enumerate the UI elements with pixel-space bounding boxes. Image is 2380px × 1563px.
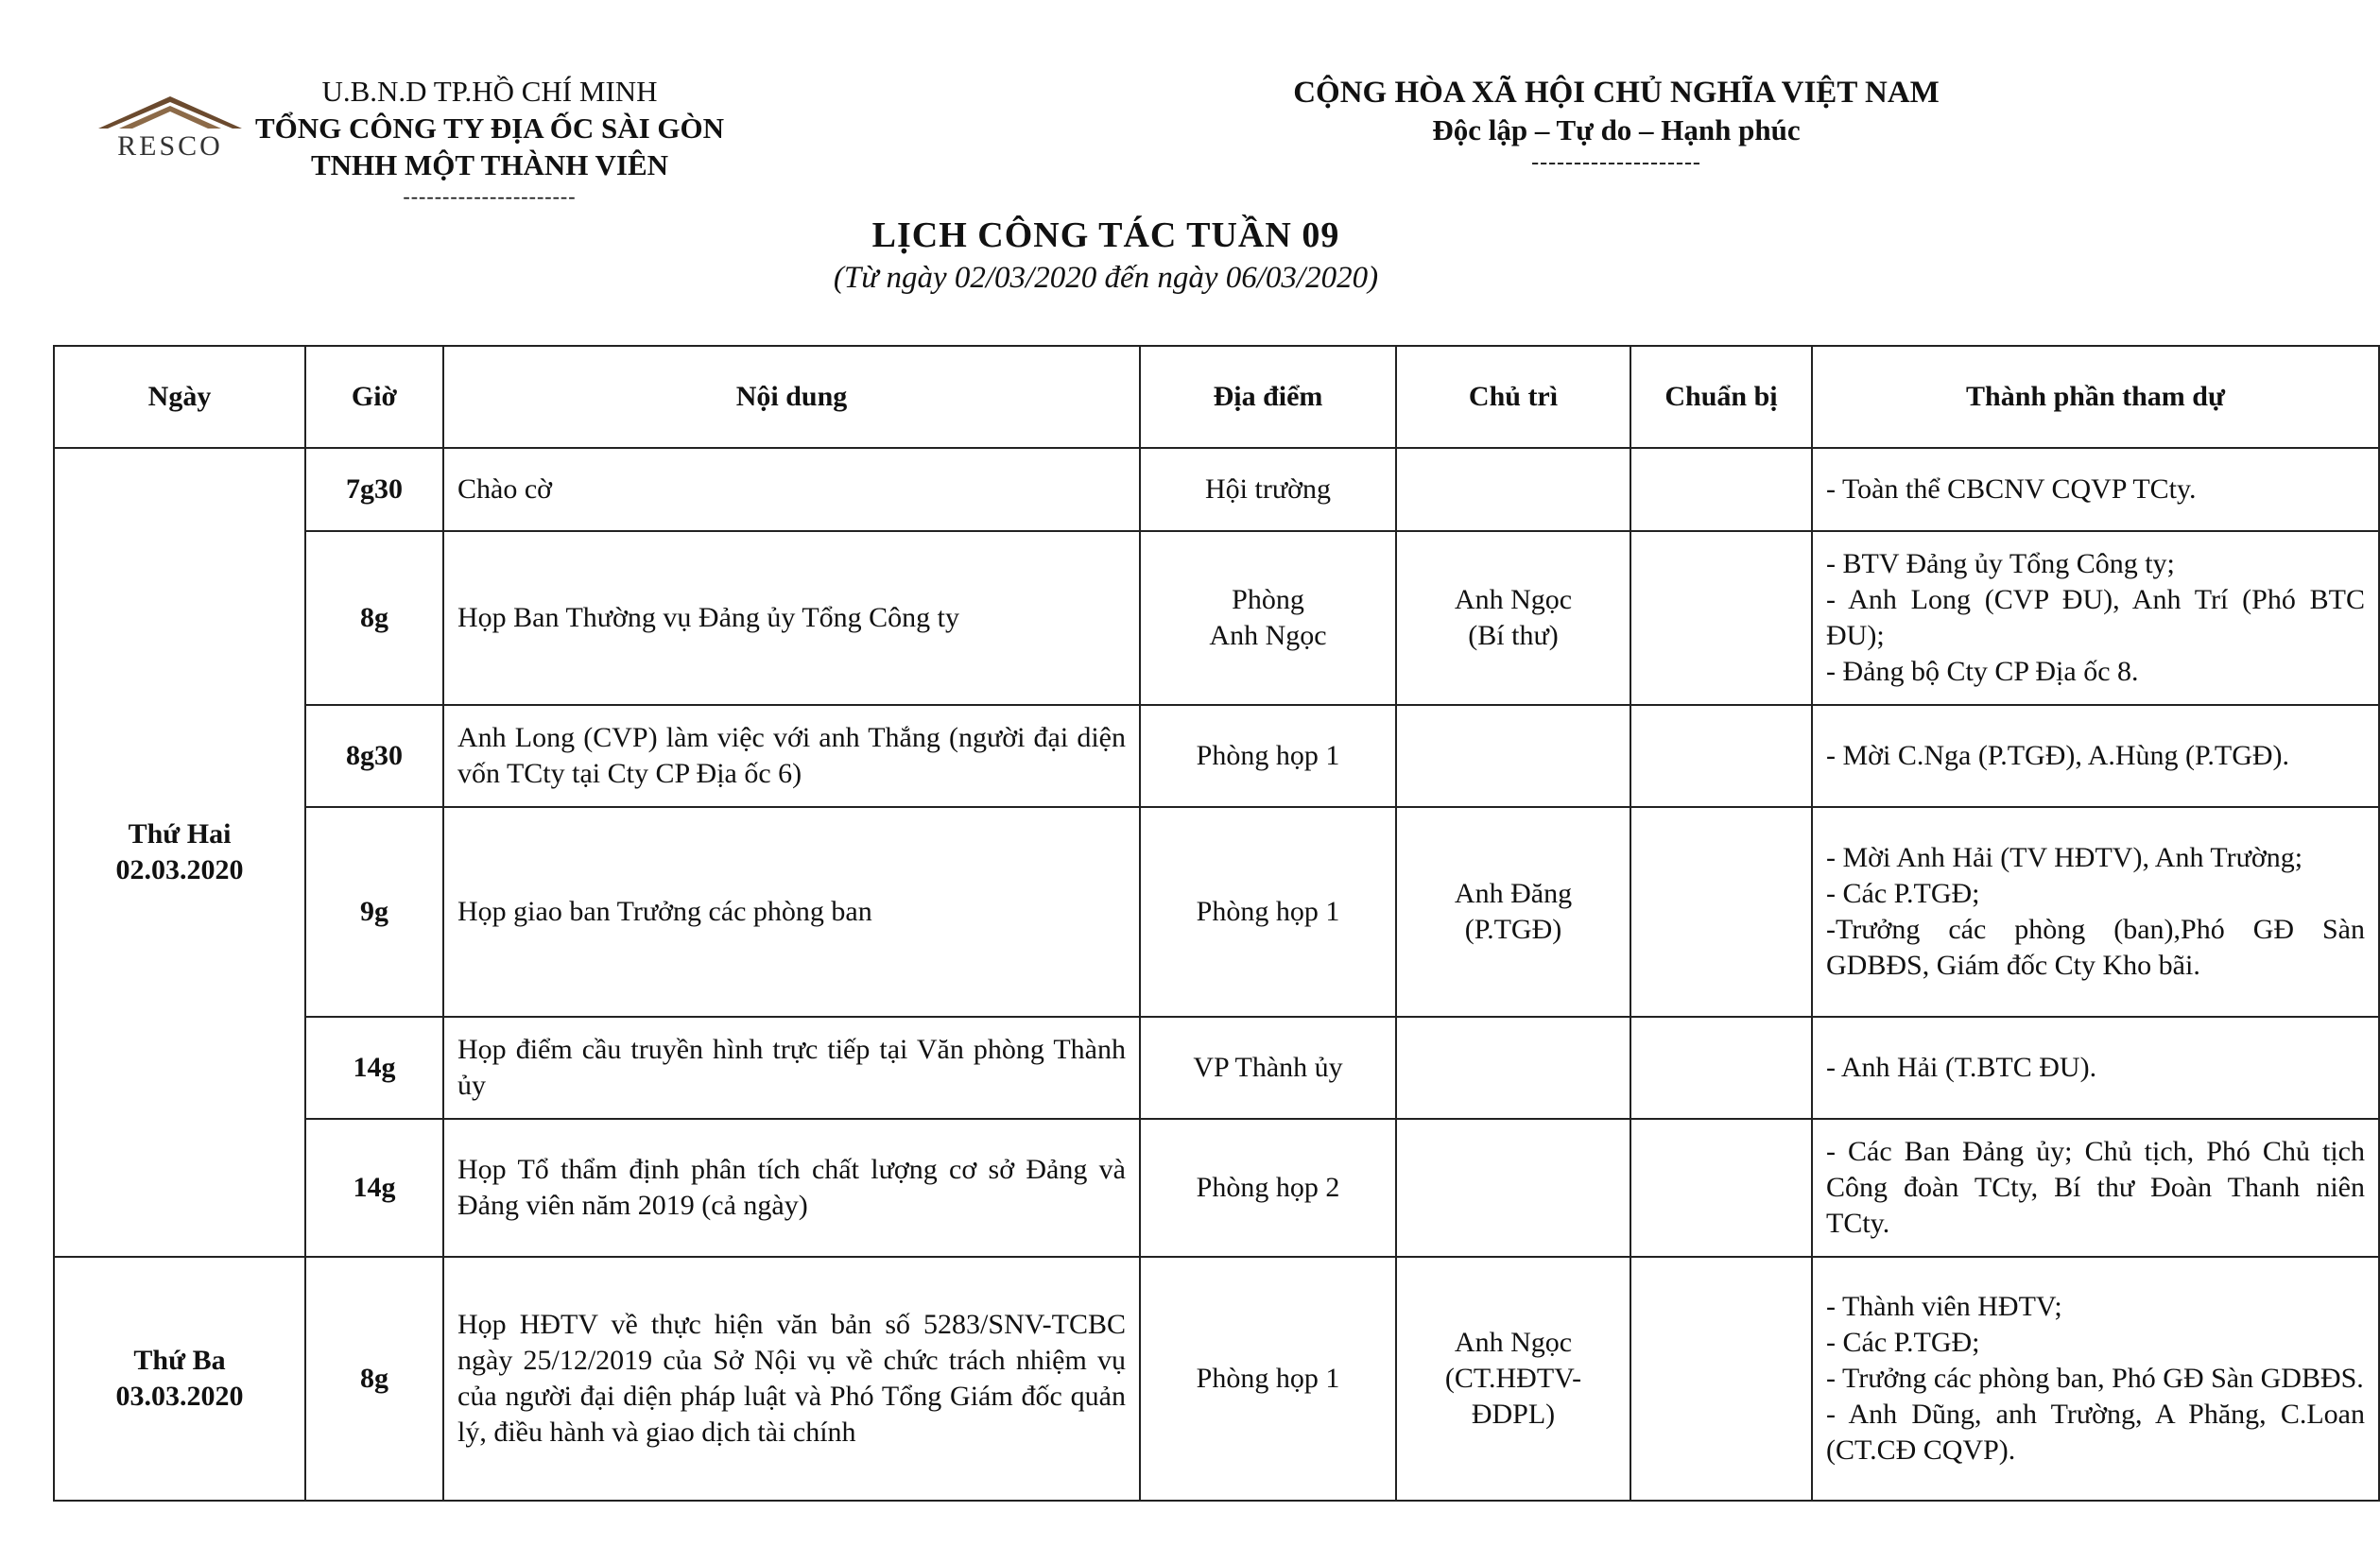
cell-line: (P.TGĐ): [1464, 914, 1562, 945]
header-day: Ngày: [54, 346, 305, 448]
chair-cell: [1396, 448, 1630, 531]
participants-cell: [1812, 807, 2379, 1017]
title-block: [567, 213, 1645, 298]
document-subtitle: (Từ ngày 02/03/2020 đến ngày 06/03/2020): [833, 261, 1379, 295]
cell-line: Phòng họp 1: [1196, 1363, 1340, 1394]
table-row: [54, 807, 2379, 1017]
time-cell: 8g: [305, 531, 443, 705]
cell-line: - Thành viên HĐTV;: [1826, 1291, 2062, 1322]
day-date: 02.03.2020: [115, 854, 244, 885]
header-prep: Chuẩn bị: [1630, 346, 1812, 448]
header-left: [83, 74, 802, 215]
cell-line: Anh Đăng: [1454, 878, 1573, 909]
header-right: [1267, 74, 1966, 177]
prep-cell: [1630, 1257, 1812, 1501]
cell-line: Phòng họp 1: [1196, 740, 1340, 771]
header-right-divider: --------------------: [1531, 150, 1701, 175]
cell-line: Anh Ngọc: [1454, 1327, 1573, 1358]
chair-cell: [1396, 531, 1630, 705]
time-cell: 14g: [305, 1017, 443, 1119]
chair-cell: [1396, 807, 1630, 1017]
day-cell: [54, 1257, 305, 1501]
cell-line: - Các Ban Đảng ủy; Chủ tịch, Phó Chủ tịch Công đoàn TCty, Bí thư Đoàn Thanh niên TCty.: [1826, 1136, 2365, 1239]
table-row: [54, 1017, 2379, 1119]
cell-line: VP Thành ủy: [1193, 1052, 1343, 1083]
nation-name: CỘNG HÒA XÃ HỘI CHỦ NGHĨA VIỆT NAM: [1293, 76, 1940, 110]
participants-cell: [1812, 1257, 2379, 1501]
prep-cell: [1630, 705, 1812, 807]
content-cell: Họp HĐTV về thực hiện văn bản số 5283/SNV-TCBC ngày 25/12/2019 của Sở Nội vụ về chức trách nhiệm vụ của người đại diện pháp luật và Phó Tổng Giám đốc quản lý, điều hành và giao dịch tài chính: [443, 1257, 1140, 1501]
day-name: Thứ Ba: [133, 1345, 226, 1376]
authority-name: U.B.N.D TP.HỒ CHÍ MINH: [321, 75, 658, 108]
header-participants: Thành phần tham dự: [1812, 346, 2379, 448]
time-cell: 8g: [305, 1257, 443, 1501]
schedule-body: [54, 448, 2379, 1501]
cell-line: Hội trường: [1205, 473, 1331, 505]
time-cell: 7g30: [305, 448, 443, 531]
cell-line: - Các P.TGĐ;: [1826, 1327, 1980, 1358]
place-cell: [1140, 705, 1396, 807]
content-cell: Họp điểm cầu truyền hình trực tiếp tại Văn phòng Thành ủy: [443, 1017, 1140, 1119]
company-type: TNHH MỘT THÀNH VIÊN: [310, 148, 669, 181]
table-header-row: [54, 346, 2379, 448]
schedule-table: [53, 345, 2380, 1502]
header-chair: Chủ trì: [1396, 346, 1630, 448]
resco-logo: [91, 91, 250, 162]
cell-line: Anh Ngọc: [1209, 620, 1327, 651]
place-cell: [1140, 807, 1396, 1017]
prep-cell: [1630, 1017, 1812, 1119]
day-date: 03.03.2020: [115, 1381, 244, 1412]
prep-cell: [1630, 807, 1812, 1017]
header-left-divider: ----------------------: [403, 184, 577, 208]
content-cell: Chào cờ: [443, 448, 1140, 531]
cell-line: Phòng họp 1: [1196, 896, 1340, 927]
participants-cell: [1812, 448, 2379, 531]
table-row: [54, 531, 2379, 705]
time-cell: 14g: [305, 1119, 443, 1257]
content-cell: Anh Long (CVP) làm việc với anh Thắng (người đại diện vốn TCty tại Cty CP Địa ốc 6): [443, 705, 1140, 807]
content-cell: Họp Tổ thẩm định phân tích chất lượng cơ sở Đảng và Đảng viên năm 2019 (cả ngày): [443, 1119, 1140, 1257]
company-name: TỔNG CÔNG TY ĐỊA ỐC SÀI GÒN: [254, 112, 725, 145]
table-row: [54, 705, 2379, 807]
participants-cell: [1812, 1017, 2379, 1119]
time-cell: 9g: [305, 807, 443, 1017]
cell-line: - Mời Anh Hải (TV HĐTV), Anh Trường;: [1826, 842, 2303, 873]
cell-line: -Trưởng các phòng (ban),Phó GĐ Sàn GDBĐS, Giám đốc Cty Kho bãi.: [1826, 914, 2365, 981]
content-cell: Họp Ban Thường vụ Đảng ủy Tổng Công ty: [443, 531, 1140, 705]
table-row: [54, 1257, 2379, 1501]
chair-cell: [1396, 1257, 1630, 1501]
national-motto: Độc lập – Tự do – Hạnh phúc: [1432, 113, 1801, 146]
header-place: Địa điểm: [1140, 346, 1396, 448]
cell-line: Phòng: [1232, 584, 1304, 615]
place-cell: [1140, 1017, 1396, 1119]
header-time: Giờ: [305, 346, 443, 448]
header-content: Nội dung: [443, 346, 1140, 448]
cell-line: Phòng họp 2: [1196, 1172, 1340, 1203]
cell-line: (CT.HĐTV-: [1444, 1363, 1582, 1394]
cell-line: - Toàn thể CBCNV CQVP TCty.: [1826, 473, 2197, 505]
cell-line: - Trưởng các phòng ban, Phó GĐ Sàn GDBĐS.: [1826, 1363, 2364, 1394]
cell-line: ĐDPL): [1471, 1399, 1556, 1430]
table-row: [54, 1119, 2379, 1257]
participants-cell: [1812, 705, 2379, 807]
cell-line: (Bí thư): [1468, 620, 1559, 651]
content-cell: Họp giao ban Trưởng các phòng ban: [443, 807, 1140, 1017]
day-name: Thứ Hai: [128, 818, 232, 850]
table-row: [54, 448, 2379, 531]
logo-wordmark: RESCO: [117, 130, 223, 162]
time-cell: 8g30: [305, 705, 443, 807]
place-cell: [1140, 531, 1396, 705]
prep-cell: [1630, 448, 1812, 531]
chair-cell: [1396, 705, 1630, 807]
cell-line: Anh Ngọc: [1454, 584, 1573, 615]
place-cell: [1140, 1119, 1396, 1257]
day-cell: [54, 448, 305, 1257]
cell-line: - Mời C.Nga (P.TGĐ), A.Hùng (P.TGĐ).: [1826, 740, 2290, 771]
organization-block: [244, 74, 735, 208]
cell-line: - Anh Long (CVP ĐU), Anh Trí (Phó BTC ĐU);: [1826, 584, 2365, 651]
cell-line: - BTV Đảng ủy Tổng Công ty;: [1826, 548, 2175, 579]
participants-cell: [1812, 1119, 2379, 1257]
cell-line: - Anh Dũng, anh Trường, A Phăng, C.Loan (CT.CĐ CQVP).: [1826, 1399, 2365, 1466]
cell-line: - Anh Hải (T.BTC ĐU).: [1826, 1052, 2097, 1083]
cell-line: - Đảng bộ Cty CP Địa ốc 8.: [1826, 656, 2139, 687]
place-cell: [1140, 1257, 1396, 1501]
roof-icon: [91, 91, 250, 134]
prep-cell: [1630, 1119, 1812, 1257]
cell-line: - Các P.TGĐ;: [1826, 878, 1980, 909]
prep-cell: [1630, 531, 1812, 705]
document-title: LỊCH CÔNG TÁC TUẦN 09: [871, 215, 1340, 255]
chair-cell: [1396, 1119, 1630, 1257]
place-cell: [1140, 448, 1396, 531]
chair-cell: [1396, 1017, 1630, 1119]
participants-cell: [1812, 531, 2379, 705]
